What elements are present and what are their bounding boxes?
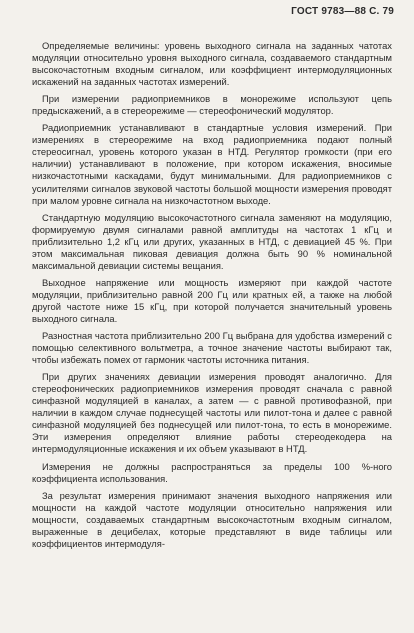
paragraph-1: Определяемые величины: уровень выходного сигнала на заданных чатотах модуляции относительно уровня выходного сигнала, создаваемого стандартным высокочастотным входным сигналом, или коэффициент интермодуляционных искажений на заданных частотах измерений. bbox=[32, 40, 392, 88]
page-header: ГОСТ 9783—88 С. 79 bbox=[291, 6, 394, 17]
paragraph-9: За результат измерения принимают значения выходного напряжения или мощности на каждой частоте модуляции относительно напряжения или мощности, создаваемых стандартным высокочастотным входным сигналом, выраженные в децибелах, которые представляют в виде таблицы или коэффициентов интермодуля- bbox=[32, 489, 392, 549]
paragraph-6: Разностная частота приблизительно 200 Гц выбрана для удобства измерений с помощью селективного вольтметра, а точное значение частоты выбирают так, чтобы избежать помех от гармоник частоты источника питания. bbox=[32, 330, 392, 366]
paragraph-2: При измерении радиоприемников в монорежиме используют цепь предыскажений, а в стереорежиме — стереофонический модулятор. bbox=[32, 93, 392, 117]
paragraph-8: Измерения не должны распространяться за пределы 100 %-ного коэффициента использования. bbox=[32, 460, 392, 484]
paragraph-7: При других значениях девиации измерения проводят аналогично. Для стереофонических радиоприемников измерения проводят сначала с равной синфазной модуляцией в каналах, а затем — с равной противофазной, при наличии в каждом случае поднесущей частоты или пилот-тона и далее с равной синфазной модуляцией без поднесущей или пилот-тона, то есть в монорежиме. Эти измерения определяют влияние работы стереодекодера на интермодуляционные искажения и их объем указывают в НТД. bbox=[32, 371, 392, 455]
page-content bbox=[32, 40, 392, 555]
paragraph-4: Стандартную модуляцию высокочастотного сигнала заменяют на модуляцию, формируемую двумя сигналами равной амплитуды на частотах 1 кГц и приблизительно 1,2 кГц или других, указанных в НТД, с девиацией 45 %. При этом максимальная пиковая девиация должна быть 90 % номинальной максимальной девиации системы вещания. bbox=[32, 211, 392, 271]
paragraph-3: Радиоприемник устанавливают в стандартные условия измерений. При измерениях в стереорежиме на вход радиоприемника подают полный стереосигнал, уровень которого указан в НТД. Регулятор громкости (при его наличии) устанавливают в положение, при котором искажения, вносимые низкочастотными каскадами, будут минимальными. Для радиоприемников с усилителями сигналов звуковой частоты большой мощности измерения проводят при малом уровне сигнала на низкочастотном выходе. bbox=[32, 122, 392, 206]
paragraph-5: Выходное напряжение или мощность измеряют при каждой частоте модуляции, приблизительно равной 200 Гц или кратных ей, а также на любой другой частоте ниже 15 кГц, при которой получается значительный уровень выходного сигнала. bbox=[32, 276, 392, 324]
